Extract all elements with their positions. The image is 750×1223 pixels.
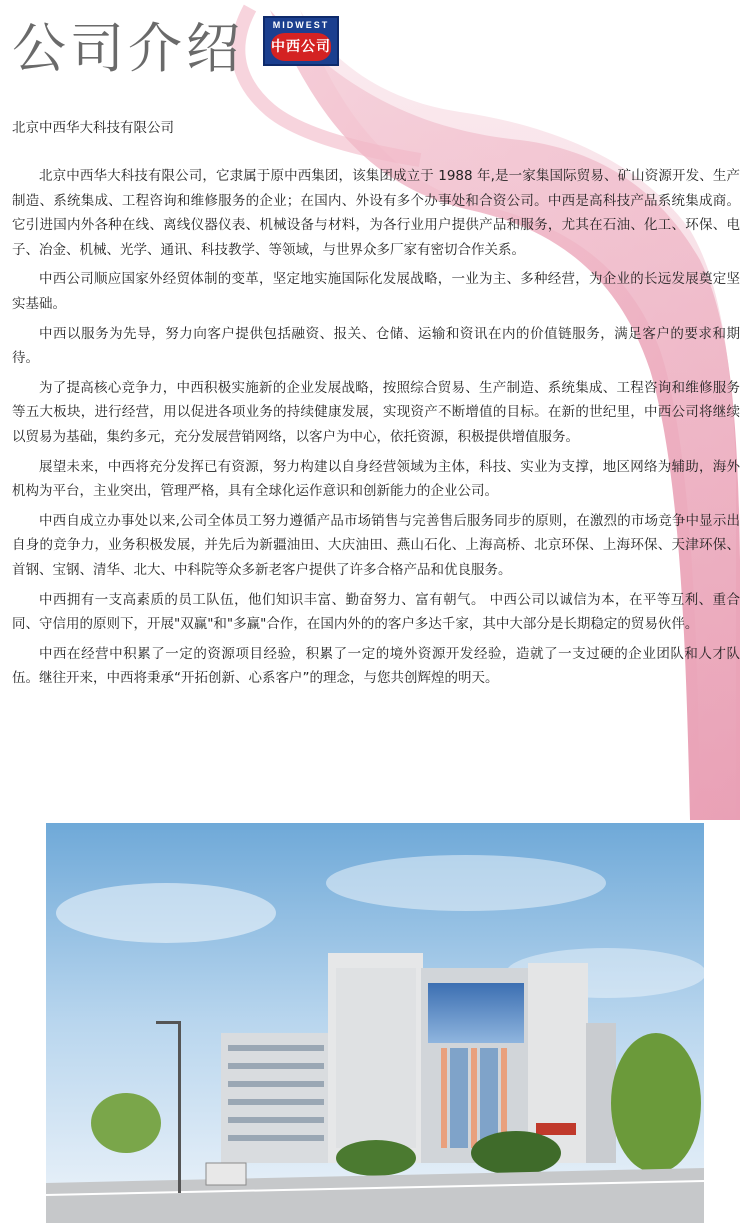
building-photo (46, 823, 704, 1223)
intro-body (12, 164, 740, 696)
logo-text-top: MIDWEST (272, 20, 330, 30)
paragraph-5: 展望未来，中西将充分发挥已有资源，努力构建以自身经营领域为主体，科技、实业为支撑，地区网络为辅助，海外机构为平台，主业突出，管理严格，具有全球化运作意识和创新能力的企业公司。 (12, 458, 740, 500)
building-illustration (46, 823, 704, 1223)
company-logo (263, 16, 339, 66)
company-name: 北京中西华大科技有限公司 (12, 120, 174, 136)
logo-badge: 中西公司 (271, 33, 331, 61)
paragraph-4: 为了提高核心竞争力，中西积极实施新的企业发展战略，按照综合贸易、生产制造、系统集成、工程咨询和维修服务等五大板块，进行经营，用以促进各项业务的持续健康发展，实现资产不断增值的目标。在新的世纪里，中西公司将继续以贸易为基础，集约多元，充分发展营销网络，以客户为中心，依托资源，积极提供增值服务。 (12, 379, 740, 445)
paragraph-2: 中西公司顺应国家外经贸体制的变革，坚定地实施国际化发展战略，一业为主、多种经营，为企业的长远发展奠定坚实基础。 (12, 271, 740, 312)
paragraph-8: 中西在经营中积累了一定的资源项目经验，积累了一定的境外资源开发经验，造就了一支过硬的企业团队和人才队伍。继往开来，中西将秉承“开拓创新、心系客户”的理念，与您共创辉煌的明天。 (12, 645, 740, 687)
paragraph-3: 中西以服务为先导，努力向客户提供包括融资、报关、仓储、运输和资讯在内的价值链服务，满足客户的要求和期待。 (12, 325, 740, 367)
paragraph-6: 中西自成立办事处以来,公司全体员工努力遵循产品市场销售与完善售后服务同步的原则，在激烈的市场竞争中显示出自身的竞争力，业务积极发展，并先后为新疆油田、大庆油田、燕山石化、上海高桥、北京环保、上海环保、天津环保、首钢、宝钢、清华、北大、中科院等众多新老客户提供了许多合格产品和优良服务。 (12, 512, 740, 578)
paragraph-1: 北京中西华大科技有限公司，它隶属于原中西集团，该集团成立于 1988 年,是一家集国际贸易、矿山资源开发、生产制造、系统集成、工程咨询和维修服务的企业；在国内、外设有多个办事处和合资公司。中西是高科技产品系统集成商。它引进国内外各种在线、离线仪器仪表、机械设备与材料，为各行业用户提供产品和服务，尤其在石油、化工、环保、电子、冶金、机械、光学、通讯、科技教学、等领域，与世界众多厂家有密切合作关系。 (12, 168, 740, 258)
paragraph-7: 中西拥有一支高素质的员工队伍，他们知识丰富、勤奋努力、富有朝气。 中西公司以诚信为本，在平等互利、重合同、守信用的原则下，开展"双赢"和"多赢"合作，在国内外的的客户多达千家，其中大部分是长期稳定的贸易伙伴。 (12, 591, 740, 633)
page-title: 公司介绍 (12, 17, 244, 80)
